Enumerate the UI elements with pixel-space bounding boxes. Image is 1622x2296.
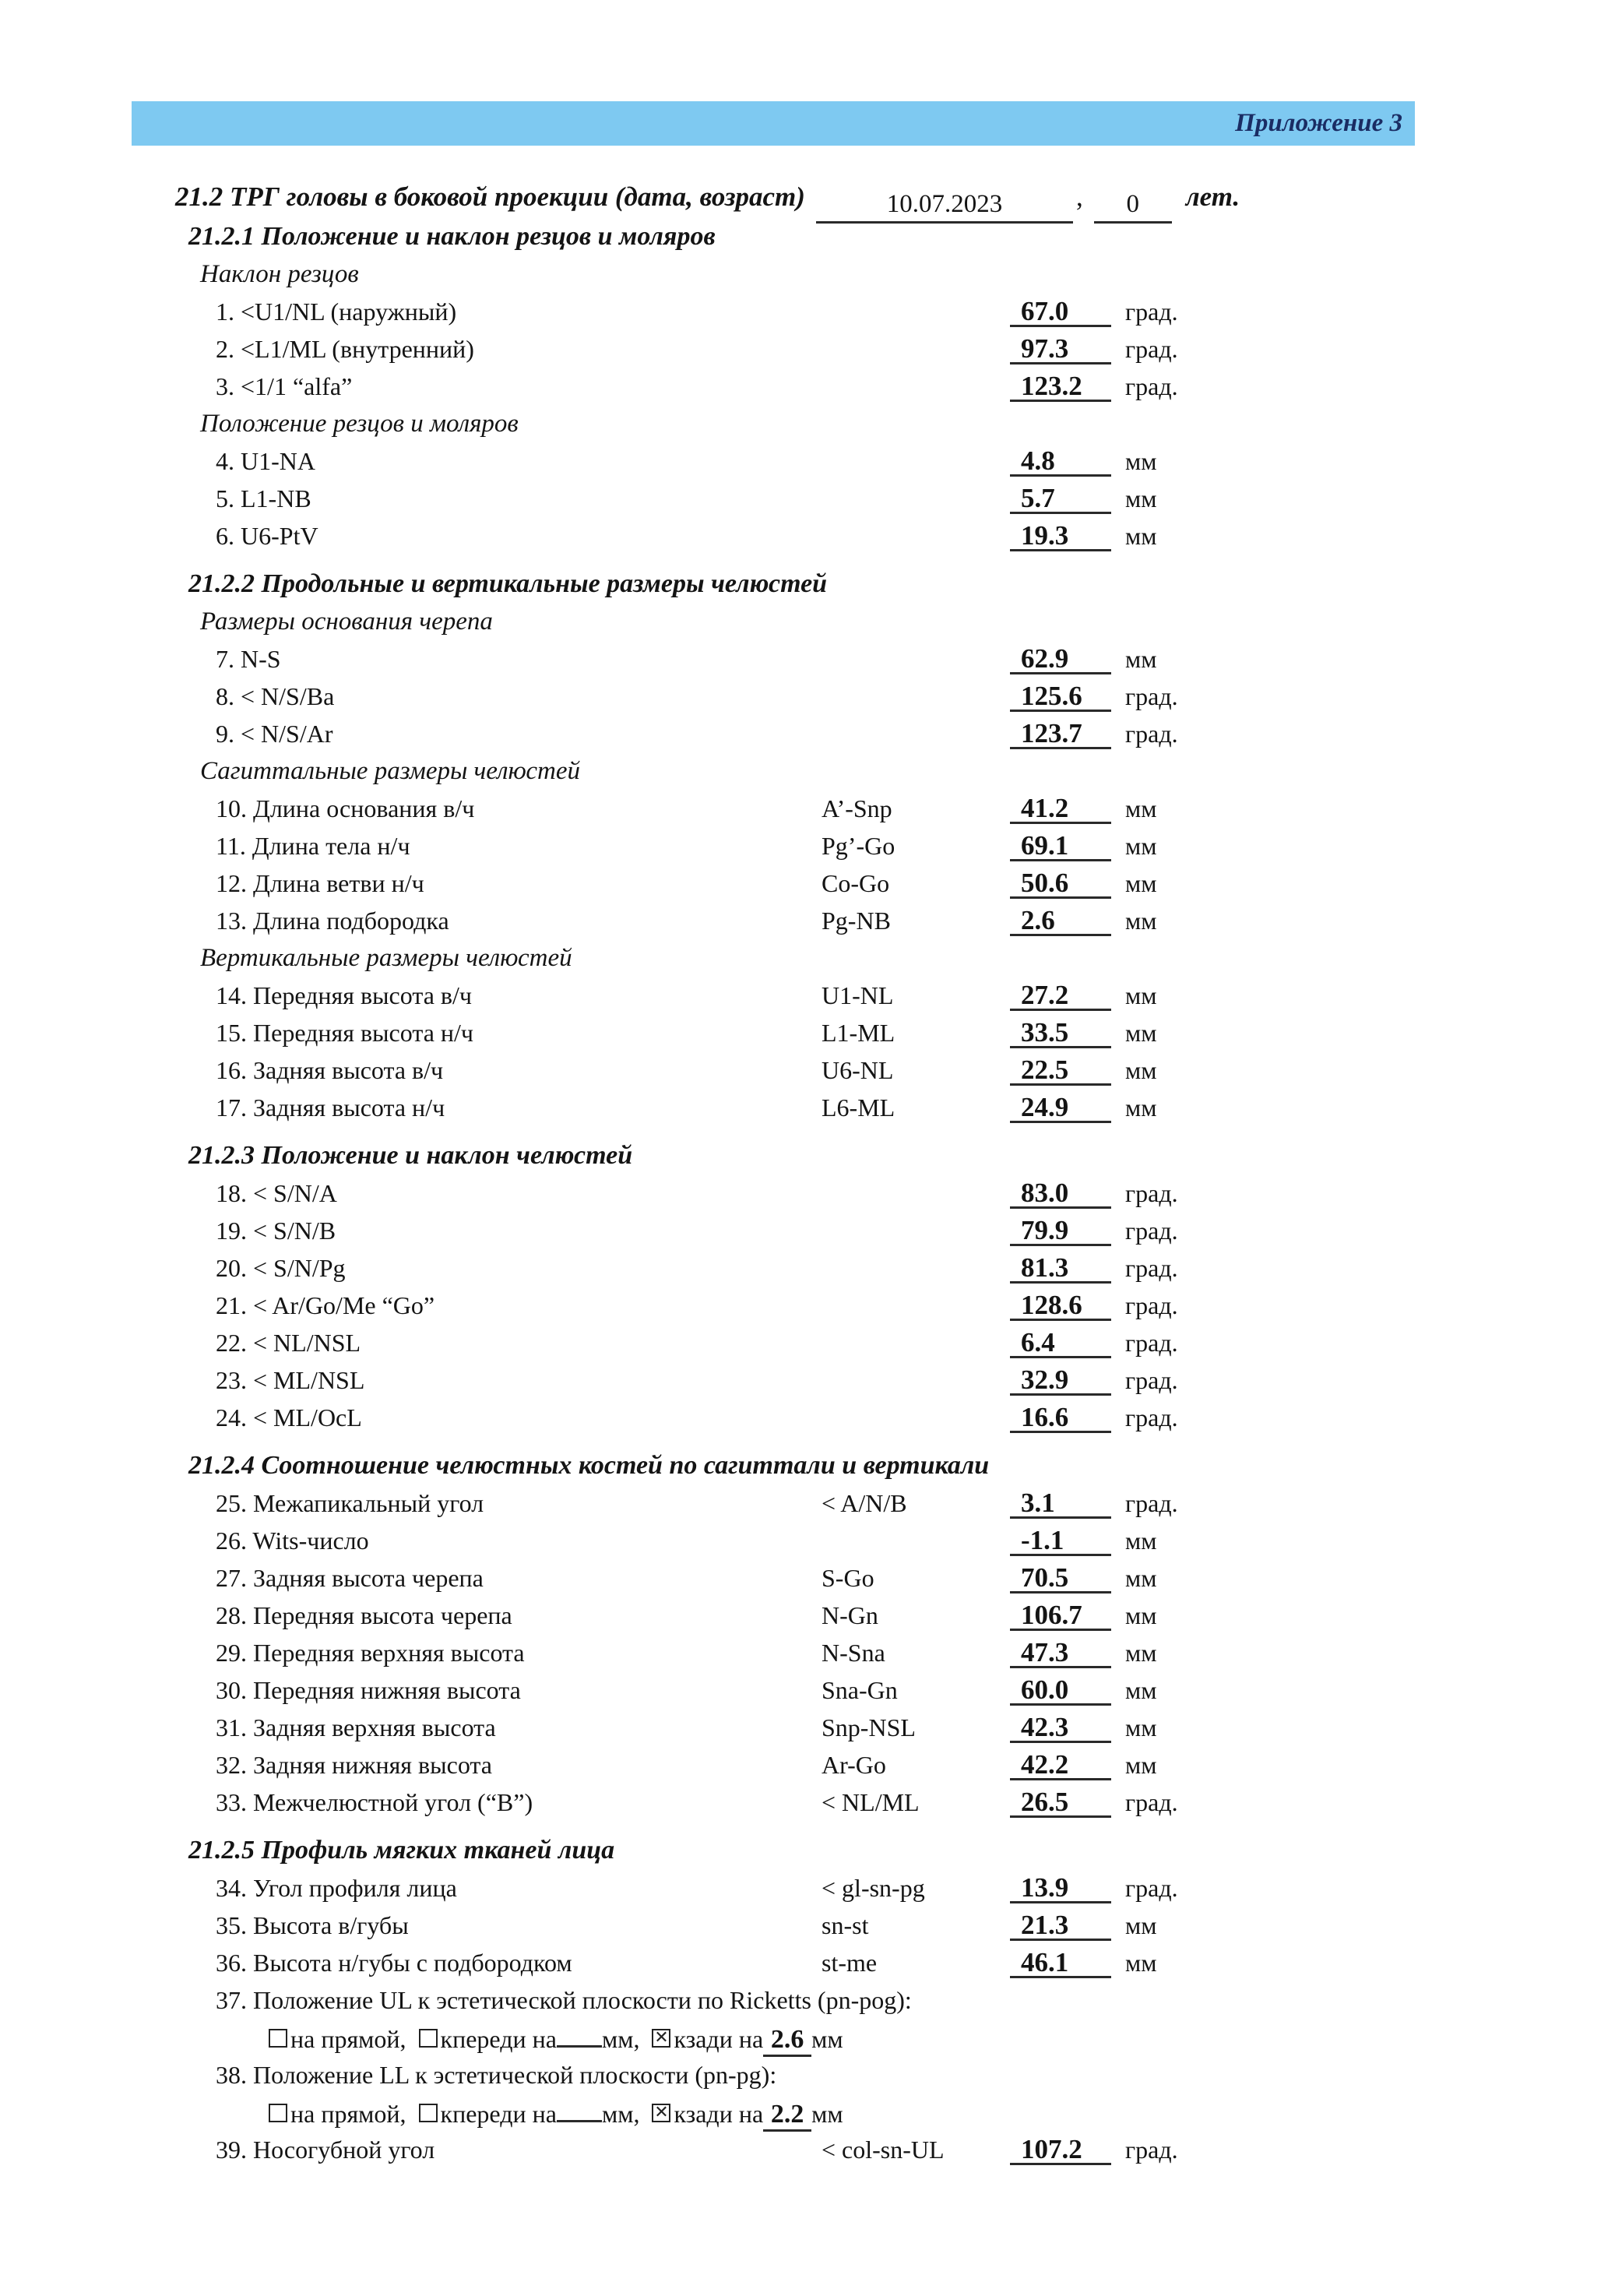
measurement-unit: мм (1125, 1527, 1157, 1555)
checkbox-backward-icon (652, 2029, 670, 2048)
measurement-unit: мм (1125, 907, 1157, 935)
forward-unit-label: мм, (601, 2100, 640, 2128)
measurement-value: 3.1 (1010, 1486, 1111, 1519)
measurement-row (132, 640, 1502, 678)
document-content (132, 176, 1502, 2168)
measurement-label: 4. U1-NA (216, 447, 315, 475)
subsection-heading: Размеры основания черепа (200, 607, 493, 636)
measurement-value: 46.1 (1010, 1946, 1111, 1978)
measurement-value: 50.6 (1010, 866, 1111, 899)
section-heading: 21.2.2 Продольные и вертикальные размеры челюстей (188, 569, 828, 598)
measurement-label: 21. < Ar/Go/Me “Go” (216, 1291, 435, 1319)
section-heading: 21.2.3 Положение и наклон челюстей (188, 1141, 633, 1170)
measurement-unit: град. (1125, 1788, 1178, 1816)
measurement-code: S-Go (822, 1564, 874, 1592)
measurement-value: 41.2 (1010, 791, 1111, 824)
measurement-value: 4.8 (1010, 444, 1111, 477)
measurement-unit: мм (1125, 1093, 1157, 1122)
measurement-code: Pg-NB (822, 907, 891, 935)
measurement-value: 5.7 (1010, 481, 1111, 514)
measurement-row (132, 1981, 1502, 2019)
measurement-code: U1-NL (822, 981, 894, 1009)
measurement-code: A’-Snp (822, 794, 892, 822)
measurement-value: 42.2 (1010, 1748, 1111, 1780)
measurement-code: st-me (822, 1949, 878, 1977)
measurement-label: 25. Межапикальный угол (216, 1489, 484, 1517)
measurement-label: 1. <U1/NL (наружный) (216, 298, 457, 326)
measurement-value: 26.5 (1010, 1785, 1111, 1818)
measurement-label: 3. <1/1 “alfa” (216, 372, 353, 400)
age-field: 0 (1094, 187, 1172, 224)
measurement-row (132, 1484, 1502, 1522)
measurement-value: 97.3 (1010, 332, 1111, 364)
measurement-row (132, 1174, 1502, 1212)
checkbox-backward-label: кзади на (674, 2025, 764, 2053)
measurement-row (132, 977, 1502, 1014)
blank-mm-field (557, 2019, 602, 2048)
measurement-code: Ar-Go (822, 1751, 886, 1779)
measurement-value: 69.1 (1010, 829, 1111, 861)
measurement-value: -1.1 (1010, 1523, 1111, 1556)
measurement-unit: град. (1125, 1217, 1178, 1245)
checkbox-row (132, 2019, 1502, 2056)
measurement-row (132, 1784, 1502, 1821)
checkbox-row (132, 2094, 1502, 2131)
measurement-unit: мм (1125, 1713, 1157, 1741)
subsection-heading: Наклон резцов (200, 260, 359, 288)
measurement-row (132, 1324, 1502, 1361)
checkbox-forward-icon (419, 2104, 438, 2122)
measurement-label: 34. Угол профиля лица (216, 1874, 457, 1902)
measurement-label: 15. Передняя высота н/ч (216, 1019, 474, 1047)
backward-value: 2.2 (763, 2098, 811, 2132)
measurement-label: 22. < NL/NSL (216, 1329, 361, 1357)
measurement-value: 107.2 (1010, 2132, 1111, 2165)
measurement-row (132, 1944, 1502, 1981)
measurement-label: 8. < N/S/Ba (216, 682, 335, 710)
measurement-value: 60.0 (1010, 1673, 1111, 1706)
measurement-label: 2. <L1/ML (внутренний) (216, 335, 474, 363)
measurement-label: 16. Задняя высота в/ч (216, 1056, 444, 1084)
measurement-label: 24. < ML/OcL (216, 1403, 362, 1431)
measurement-value: 22.5 (1010, 1053, 1111, 1086)
measurement-label: 29. Передняя верхняя высота (216, 1639, 525, 1667)
measurement-label: 33. Межчелюстной угол (“B”) (216, 1788, 533, 1816)
measurement-row (132, 1869, 1502, 1907)
measurement-label: 6. U6-PtV (216, 522, 318, 550)
measurement-row (132, 2131, 1502, 2168)
checkbox-straight-label: на прямой, (290, 2025, 406, 2053)
measurement-unit: град. (1125, 682, 1178, 710)
measurement-value: 106.7 (1010, 1598, 1111, 1631)
measurement-unit: град. (1125, 1874, 1178, 1902)
measurement-unit: мм (1125, 1601, 1157, 1629)
measurement-label: 26. Wits-число (216, 1527, 369, 1555)
measurement-label: 20. < S/N/Pg (216, 1254, 346, 1282)
measurement-label: 32. Задняя нижняя высота (216, 1751, 492, 1779)
measurement-label: 27. Задняя высота черепа (216, 1564, 484, 1592)
measurement-code: Pg’-Go (822, 832, 895, 860)
measurement-label: 19. < S/N/B (216, 1217, 336, 1245)
measurement-row (132, 1907, 1502, 1944)
measurement-row (132, 293, 1502, 330)
measurement-unit: мм (1125, 1564, 1157, 1592)
measurement-value: 27.2 (1010, 978, 1111, 1011)
measurement-value: 47.3 (1010, 1636, 1111, 1668)
measurement-code: Snp-NSL (822, 1713, 916, 1741)
measurement-row (132, 1522, 1502, 1559)
measurement-row (132, 827, 1502, 865)
measurement-code: Sna-Gn (822, 1676, 898, 1704)
measurement-unit: мм (1125, 1911, 1157, 1939)
measurement-code: U6-NL (822, 1056, 894, 1084)
measurement-value: 62.9 (1010, 642, 1111, 674)
subsection-row (132, 603, 1502, 640)
measurement-value: 21.3 (1010, 1908, 1111, 1941)
measurement-row (132, 678, 1502, 715)
appendix-label: Приложение 3 (1235, 109, 1402, 137)
measurement-row (132, 1014, 1502, 1051)
measurement-row (132, 865, 1502, 902)
measurement-row (132, 480, 1502, 517)
measurement-row (132, 517, 1502, 555)
subsection-heading: Положение резцов и моляров (200, 410, 519, 438)
measurement-label: 35. Высота в/губы (216, 1911, 409, 1939)
measurement-unit: град. (1125, 720, 1178, 748)
measurement-value: 19.3 (1010, 519, 1111, 551)
measurement-unit: мм (1125, 1056, 1157, 1084)
title-separator: , (1075, 181, 1083, 212)
sections-container (132, 218, 1502, 2168)
measurement-code: Co-Go (822, 869, 890, 897)
backward-unit-label: мм (811, 2100, 843, 2128)
checkbox-forward-label: кпереди на (440, 2100, 557, 2128)
measurement-label: 10. Длина основания в/ч (216, 794, 475, 822)
measurement-unit: мм (1125, 981, 1157, 1009)
measurement-row (132, 1089, 1502, 1126)
measurement-label: 12. Длина ветви н/ч (216, 869, 424, 897)
form-title: 21.2 ТРГ головы в боковой проекции (дата, возраст) (175, 181, 805, 212)
measurement-unit: град. (1125, 1403, 1178, 1431)
measurement-value: 16.6 (1010, 1400, 1111, 1433)
measurement-value: 2.6 (1010, 903, 1111, 936)
measurement-unit: мм (1125, 1019, 1157, 1047)
measurement-row (132, 368, 1502, 405)
measurement-value: 70.5 (1010, 1561, 1111, 1593)
measurement-row (132, 442, 1502, 480)
checkbox-forward-label: кпереди на (440, 2025, 557, 2053)
measurement-unit: мм (1125, 832, 1157, 860)
measurement-row (132, 330, 1502, 368)
date-field: 10.07.2023 (816, 187, 1073, 224)
measurement-label: 5. L1-NB (216, 484, 311, 512)
measurement-code: < A/N/B (822, 1489, 907, 1517)
section-heading: 21.2.1 Положение и наклон резцов и моляров (188, 222, 716, 251)
checkbox-straight-icon (269, 2029, 287, 2048)
checkbox-forward-icon (419, 2029, 438, 2048)
measurement-unit: мм (1125, 1676, 1157, 1704)
measurement-row (132, 1746, 1502, 1784)
measurement-value: 67.0 (1010, 294, 1111, 327)
measurement-value: 83.0 (1010, 1176, 1111, 1209)
measurement-row (132, 715, 1502, 752)
measurement-unit: мм (1125, 645, 1157, 673)
measurement-unit: град. (1125, 1254, 1178, 1282)
measurement-row (132, 1597, 1502, 1634)
measurement-value: 123.2 (1010, 369, 1111, 402)
subsection-row (132, 939, 1502, 977)
measurement-code: < NL/ML (822, 1788, 920, 1816)
forward-unit-label: мм, (601, 2025, 640, 2053)
measurement-label: 18. < S/N/A (216, 1179, 337, 1207)
checkbox-backward-label: кзади на (674, 2100, 764, 2128)
measurement-unit: мм (1125, 484, 1157, 512)
measurement-value: 13.9 (1010, 1871, 1111, 1903)
measurement-row (132, 1212, 1502, 1249)
measurement-row (132, 902, 1502, 939)
measurement-row (132, 1361, 1502, 1399)
measurement-label: 30. Передняя нижняя высота (216, 1676, 521, 1704)
subsection-row (132, 405, 1502, 442)
appendix-header-bar (132, 101, 1415, 146)
blank-mm-field (557, 2094, 602, 2122)
measurement-value: 6.4 (1010, 1326, 1111, 1358)
measurement-label: 11. Длина тела н/ч (216, 832, 410, 860)
measurement-code: L6-ML (822, 1093, 895, 1122)
subsection-heading: Сагиттальные размеры челюстей (200, 757, 580, 785)
measurement-label: 17. Задняя высота н/ч (216, 1093, 445, 1122)
subsection-heading: Вертикальные размеры челюстей (200, 944, 572, 972)
measurement-value: 42.3 (1010, 1710, 1111, 1743)
measurement-unit: мм (1125, 1751, 1157, 1779)
measurement-unit: мм (1125, 869, 1157, 897)
measurement-label: 38. Положение LL к эстетической плоскости (pn-pg): (216, 2061, 777, 2089)
measurement-unit: мм (1125, 1639, 1157, 1667)
measurement-label: 39. Носогубной угол (216, 2136, 435, 2164)
measurement-code: < gl-sn-pg (822, 1874, 925, 1902)
measurement-value: 128.6 (1010, 1288, 1111, 1321)
measurement-unit: град. (1125, 1489, 1178, 1517)
measurement-unit: град. (1125, 1366, 1178, 1394)
measurement-value: 81.3 (1010, 1251, 1111, 1284)
measurement-unit: мм (1125, 1949, 1157, 1977)
measurement-value: 123.7 (1010, 717, 1111, 749)
measurement-row (132, 1287, 1502, 1324)
measurement-code: L1-ML (822, 1019, 895, 1047)
measurement-unit: мм (1125, 794, 1157, 822)
measurement-value: 24.9 (1010, 1090, 1111, 1123)
measurement-label: 7. N-S (216, 645, 281, 673)
measurement-row (132, 1249, 1502, 1287)
measurement-label: 28. Передняя высота черепа (216, 1601, 512, 1629)
measurement-code: N-Gn (822, 1601, 878, 1629)
measurement-label: 14. Передняя высота в/ч (216, 981, 472, 1009)
measurement-unit: град. (1125, 335, 1178, 363)
measurement-label: 36. Высота н/губы с подбородком (216, 1949, 572, 1977)
checkbox-backward-icon (652, 2104, 670, 2122)
section-heading: 21.2.5 Профиль мягких тканей лица (188, 1836, 615, 1865)
measurement-unit: град. (1125, 1179, 1178, 1207)
measurement-label: 13. Длина подбородка (216, 907, 449, 935)
measurement-unit: град. (1125, 372, 1178, 400)
form-title-row (132, 176, 1502, 218)
measurement-row (132, 1709, 1502, 1746)
measurement-unit: мм (1125, 522, 1157, 550)
measurement-unit: мм (1125, 447, 1157, 475)
age-suffix-label: лет. (1185, 181, 1240, 212)
measurement-unit: град. (1125, 2136, 1178, 2164)
backward-value: 2.6 (763, 2023, 811, 2057)
subsection-row (132, 255, 1502, 293)
measurement-code: N-Sna (822, 1639, 885, 1667)
measurement-unit: град. (1125, 1329, 1178, 1357)
subsection-row (132, 752, 1502, 790)
measurement-row (132, 1399, 1502, 1436)
section-heading: 21.2.4 Соотношение челюстных костей по сагиттали и вертикали (188, 1451, 990, 1480)
backward-unit-label: мм (811, 2025, 843, 2053)
measurement-label: 9. < N/S/Ar (216, 720, 333, 748)
measurement-code: < col-sn-UL (822, 2136, 945, 2164)
measurement-row (132, 1634, 1502, 1671)
measurement-row (132, 1559, 1502, 1597)
measurement-label: 31. Задняя верхняя высота (216, 1713, 496, 1741)
measurement-code: sn-st (822, 1911, 869, 1939)
measurement-unit: град. (1125, 1291, 1178, 1319)
measurement-value: 125.6 (1010, 679, 1111, 712)
measurement-value: 79.9 (1010, 1213, 1111, 1246)
measurement-row (132, 790, 1502, 827)
measurement-row (132, 1671, 1502, 1709)
measurement-row (132, 1051, 1502, 1089)
measurement-value: 33.5 (1010, 1016, 1111, 1048)
measurement-label: 23. < ML/NSL (216, 1366, 365, 1394)
measurement-row (132, 2056, 1502, 2094)
checkbox-straight-icon (269, 2104, 287, 2122)
checkbox-straight-label: на прямой, (290, 2100, 406, 2128)
measurement-unit: град. (1125, 298, 1178, 326)
measurement-value: 32.9 (1010, 1363, 1111, 1396)
measurement-label: 37. Положение UL к эстетической плоскости по Ricketts (pn-pog): (216, 1986, 912, 2014)
